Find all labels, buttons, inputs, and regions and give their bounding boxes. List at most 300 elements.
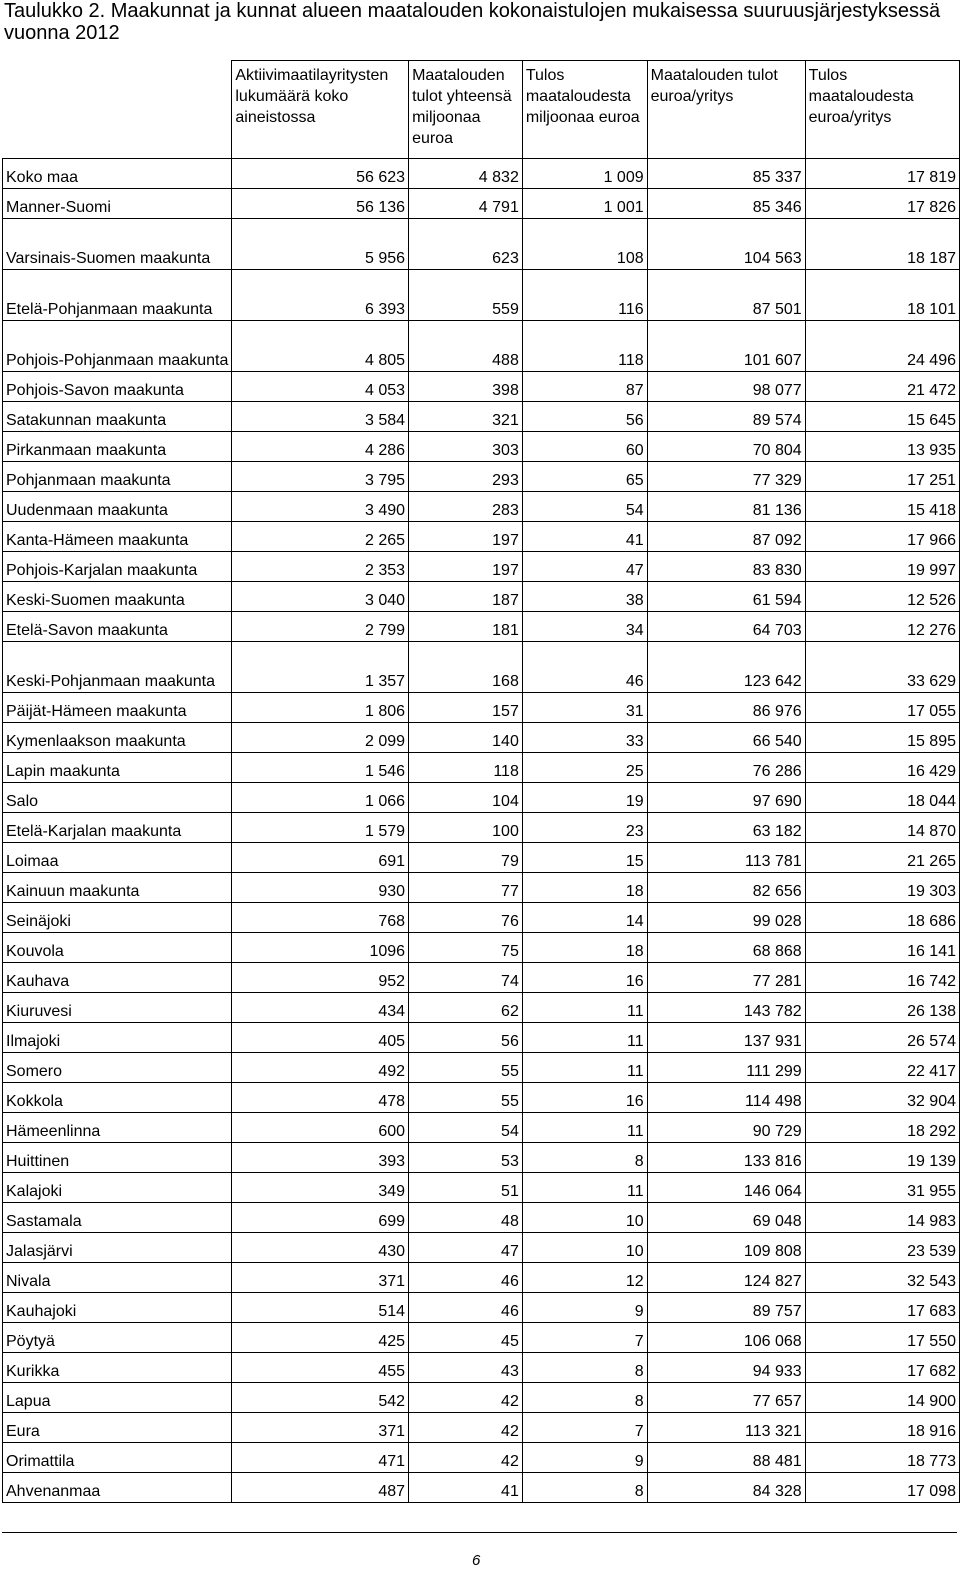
value-cell: 17 683 — [805, 1293, 959, 1323]
value-cell: 18 187 — [805, 219, 959, 270]
table-row — [3, 1113, 960, 1143]
value-cell: 56 623 — [232, 159, 409, 189]
table-row — [3, 1203, 960, 1233]
header-cell: Aktiivimaatilayritysten lukumäärä koko aineistossa — [232, 61, 409, 159]
value-cell: 1 009 — [522, 159, 647, 189]
table-row — [3, 783, 960, 813]
value-cell: 34 — [522, 612, 647, 642]
table-row — [3, 993, 960, 1023]
value-cell: 66 540 — [647, 723, 805, 753]
table-row — [3, 1383, 960, 1413]
value-cell: 69 048 — [647, 1203, 805, 1233]
value-cell: 691 — [232, 843, 409, 873]
value-cell: 19 139 — [805, 1143, 959, 1173]
value-cell: 293 — [409, 462, 523, 492]
value-cell: 1 066 — [232, 783, 409, 813]
data-table — [2, 60, 960, 1503]
value-cell: 11 — [522, 993, 647, 1023]
value-cell: 77 281 — [647, 963, 805, 993]
table-row — [3, 1323, 960, 1353]
table-row — [3, 1263, 960, 1293]
value-cell: 64 703 — [647, 612, 805, 642]
value-cell: 108 — [522, 219, 647, 270]
value-cell: 16 — [522, 963, 647, 993]
value-cell: 89 757 — [647, 1293, 805, 1323]
row-name: Varsinais-Suomen maakunta — [3, 219, 232, 270]
row-name: Kalajoki — [3, 1173, 232, 1203]
value-cell: 76 286 — [647, 753, 805, 783]
table-row — [3, 1443, 960, 1473]
table-row — [3, 219, 960, 270]
value-cell: 952 — [232, 963, 409, 993]
value-cell: 11 — [522, 1023, 647, 1053]
value-cell: 17 098 — [805, 1473, 959, 1503]
value-cell: 113 781 — [647, 843, 805, 873]
header-cell: Maatalouden tulot yhteensä miljoonaa euroa — [409, 61, 523, 159]
table-row — [3, 492, 960, 522]
table-row — [3, 582, 960, 612]
value-cell: 26 138 — [805, 993, 959, 1023]
value-cell: 45 — [409, 1323, 523, 1353]
value-cell: 86 976 — [647, 693, 805, 723]
value-cell: 68 868 — [647, 933, 805, 963]
value-cell: 15 895 — [805, 723, 959, 753]
value-cell: 11 — [522, 1113, 647, 1143]
value-cell: 8 — [522, 1383, 647, 1413]
value-cell: 7 — [522, 1323, 647, 1353]
value-cell: 8 — [522, 1473, 647, 1503]
row-name: Kiuruvesi — [3, 993, 232, 1023]
value-cell: 104 — [409, 783, 523, 813]
row-name: Pöytyä — [3, 1323, 232, 1353]
value-cell: 17 682 — [805, 1353, 959, 1383]
value-cell: 18 101 — [805, 270, 959, 321]
value-cell: 32 543 — [805, 1263, 959, 1293]
value-cell: 471 — [232, 1443, 409, 1473]
row-name: Pohjois-Pohjanmaan maakunta — [3, 321, 232, 372]
table-row — [3, 1413, 960, 1443]
value-cell: 33 629 — [805, 642, 959, 693]
value-cell: 56 136 — [232, 189, 409, 219]
value-cell: 100 — [409, 813, 523, 843]
table-row — [3, 642, 960, 693]
value-cell: 10 — [522, 1233, 647, 1263]
value-cell: 109 808 — [647, 1233, 805, 1263]
value-cell: 55 — [409, 1083, 523, 1113]
header-row — [3, 61, 960, 159]
value-cell: 77 329 — [647, 462, 805, 492]
row-name: Manner-Suomi — [3, 189, 232, 219]
value-cell: 371 — [232, 1263, 409, 1293]
value-cell: 94 933 — [647, 1353, 805, 1383]
row-name: Kouvola — [3, 933, 232, 963]
value-cell: 5 956 — [232, 219, 409, 270]
value-cell: 137 931 — [647, 1023, 805, 1053]
row-name: Lapua — [3, 1383, 232, 1413]
page-number: 6 — [472, 1552, 481, 1569]
table-row — [3, 1083, 960, 1113]
value-cell: 123 642 — [647, 642, 805, 693]
table-row — [3, 159, 960, 189]
value-cell: 75 — [409, 933, 523, 963]
row-name: Kauhajoki — [3, 1293, 232, 1323]
value-cell: 542 — [232, 1383, 409, 1413]
value-cell: 434 — [232, 993, 409, 1023]
value-cell: 17 055 — [805, 693, 959, 723]
value-cell: 42 — [409, 1443, 523, 1473]
row-name: Hämeenlinna — [3, 1113, 232, 1143]
table-row — [3, 189, 960, 219]
value-cell: 623 — [409, 219, 523, 270]
value-cell: 371 — [232, 1413, 409, 1443]
table-title: Taulukko 2. Maakunnat ja kunnat alueen maatalouden kokonaistulojen mukaisessa suuruusjärjestyksessä vuonna 2012 — [4, 0, 941, 44]
value-cell: 84 328 — [647, 1473, 805, 1503]
value-cell: 32 904 — [805, 1083, 959, 1113]
value-cell: 15 418 — [805, 492, 959, 522]
row-name: Kymenlaakson maakunta — [3, 723, 232, 753]
row-name: Eura — [3, 1413, 232, 1443]
table-row — [3, 321, 960, 372]
value-cell: 104 563 — [647, 219, 805, 270]
value-cell: 600 — [232, 1113, 409, 1143]
value-cell: 4 286 — [232, 432, 409, 462]
row-name: Satakunnan maakunta — [3, 402, 232, 432]
value-cell: 17 826 — [805, 189, 959, 219]
value-cell: 21 265 — [805, 843, 959, 873]
table-row — [3, 813, 960, 843]
header-cell: Tulos maataloudesta euroa/yritys — [805, 61, 959, 159]
value-cell: 47 — [409, 1233, 523, 1263]
value-cell: 18 686 — [805, 903, 959, 933]
row-name: Etelä-Karjalan maakunta — [3, 813, 232, 843]
value-cell: 398 — [409, 372, 523, 402]
row-name: Somero — [3, 1053, 232, 1083]
row-name: Kanta-Hämeen maakunta — [3, 522, 232, 552]
value-cell: 140 — [409, 723, 523, 753]
value-cell: 133 816 — [647, 1143, 805, 1173]
value-cell: 48 — [409, 1203, 523, 1233]
row-name: Seinäjoki — [3, 903, 232, 933]
row-name: Jalasjärvi — [3, 1233, 232, 1263]
value-cell: 768 — [232, 903, 409, 933]
row-name: Keski-Suomen maakunta — [3, 582, 232, 612]
value-cell: 74 — [409, 963, 523, 993]
value-cell: 303 — [409, 432, 523, 462]
value-cell: 514 — [232, 1293, 409, 1323]
value-cell: 14 983 — [805, 1203, 959, 1233]
row-name: Sastamala — [3, 1203, 232, 1233]
table-row — [3, 270, 960, 321]
value-cell: 87 092 — [647, 522, 805, 552]
table-row — [3, 903, 960, 933]
value-cell: 10 — [522, 1203, 647, 1233]
value-cell: 83 830 — [647, 552, 805, 582]
row-name: Huittinen — [3, 1143, 232, 1173]
value-cell: 17 550 — [805, 1323, 959, 1353]
header-cell: Maatalouden tulot euroa/yritys — [647, 61, 805, 159]
value-cell: 143 782 — [647, 993, 805, 1023]
value-cell: 1096 — [232, 933, 409, 963]
value-cell: 54 — [522, 492, 647, 522]
value-cell: 38 — [522, 582, 647, 612]
value-cell: 85 337 — [647, 159, 805, 189]
value-cell: 3 795 — [232, 462, 409, 492]
value-cell: 12 — [522, 1263, 647, 1293]
table-row — [3, 723, 960, 753]
value-cell: 181 — [409, 612, 523, 642]
table-row — [3, 1293, 960, 1323]
table-row — [3, 1233, 960, 1263]
value-cell: 9 — [522, 1293, 647, 1323]
value-cell: 19 997 — [805, 552, 959, 582]
value-cell: 79 — [409, 843, 523, 873]
value-cell: 1 806 — [232, 693, 409, 723]
value-cell: 2 799 — [232, 612, 409, 642]
value-cell: 6 393 — [232, 270, 409, 321]
header-corner — [3, 61, 232, 159]
value-cell: 42 — [409, 1383, 523, 1413]
value-cell: 16 141 — [805, 933, 959, 963]
value-cell: 51 — [409, 1173, 523, 1203]
value-cell: 19 303 — [805, 873, 959, 903]
value-cell: 56 — [409, 1023, 523, 1053]
value-cell: 4 053 — [232, 372, 409, 402]
value-cell: 2 353 — [232, 552, 409, 582]
table-row — [3, 372, 960, 402]
value-cell: 33 — [522, 723, 647, 753]
value-cell: 46 — [409, 1263, 523, 1293]
value-cell: 930 — [232, 873, 409, 903]
value-cell: 65 — [522, 462, 647, 492]
row-name: Pirkanmaan maakunta — [3, 432, 232, 462]
value-cell: 13 935 — [805, 432, 959, 462]
table-row — [3, 402, 960, 432]
value-cell: 187 — [409, 582, 523, 612]
value-cell: 4 791 — [409, 189, 523, 219]
value-cell: 12 526 — [805, 582, 959, 612]
value-cell: 16 742 — [805, 963, 959, 993]
value-cell: 1 546 — [232, 753, 409, 783]
value-cell: 17 251 — [805, 462, 959, 492]
value-cell: 487 — [232, 1473, 409, 1503]
value-cell: 4 805 — [232, 321, 409, 372]
value-cell: 24 496 — [805, 321, 959, 372]
value-cell: 9 — [522, 1443, 647, 1473]
table-row — [3, 1143, 960, 1173]
value-cell: 1 357 — [232, 642, 409, 693]
row-name: Pohjois-Savon maakunta — [3, 372, 232, 402]
table-row — [3, 1053, 960, 1083]
row-name: Uudenmaan maakunta — [3, 492, 232, 522]
value-cell: 8 — [522, 1353, 647, 1383]
value-cell: 11 — [522, 1053, 647, 1083]
table-row — [3, 753, 960, 783]
value-cell: 106 068 — [647, 1323, 805, 1353]
value-cell: 393 — [232, 1143, 409, 1173]
value-cell: 23 — [522, 813, 647, 843]
row-name: Kokkola — [3, 1083, 232, 1113]
value-cell: 18 — [522, 873, 647, 903]
value-cell: 54 — [409, 1113, 523, 1143]
value-cell: 14 900 — [805, 1383, 959, 1413]
value-cell: 89 574 — [647, 402, 805, 432]
value-cell: 77 — [409, 873, 523, 903]
value-cell: 23 539 — [805, 1233, 959, 1263]
row-name: Kurikka — [3, 1353, 232, 1383]
table-row — [3, 522, 960, 552]
row-name: Koko maa — [3, 159, 232, 189]
value-cell: 25 — [522, 753, 647, 783]
value-cell: 2 265 — [232, 522, 409, 552]
value-cell: 116 — [522, 270, 647, 321]
value-cell: 81 136 — [647, 492, 805, 522]
table-row — [3, 1353, 960, 1383]
row-name: Etelä-Savon maakunta — [3, 612, 232, 642]
value-cell: 430 — [232, 1233, 409, 1263]
value-cell: 76 — [409, 903, 523, 933]
value-cell: 12 276 — [805, 612, 959, 642]
value-cell: 3 490 — [232, 492, 409, 522]
value-cell: 101 607 — [647, 321, 805, 372]
value-cell: 43 — [409, 1353, 523, 1383]
value-cell: 55 — [409, 1053, 523, 1083]
value-cell: 7 — [522, 1413, 647, 1443]
value-cell: 87 501 — [647, 270, 805, 321]
table-row — [3, 933, 960, 963]
row-name: Keski-Pohjanmaan maakunta — [3, 642, 232, 693]
value-cell: 3 040 — [232, 582, 409, 612]
table-row — [3, 432, 960, 462]
value-cell: 63 182 — [647, 813, 805, 843]
table-row — [3, 462, 960, 492]
value-cell: 157 — [409, 693, 523, 723]
value-cell: 88 481 — [647, 1443, 805, 1473]
table-row — [3, 612, 960, 642]
table-row — [3, 693, 960, 723]
value-cell: 16 429 — [805, 753, 959, 783]
table-row — [3, 552, 960, 582]
value-cell: 405 — [232, 1023, 409, 1053]
value-cell: 41 — [409, 1473, 523, 1503]
row-name: Etelä-Pohjanmaan maakunta — [3, 270, 232, 321]
value-cell: 14 870 — [805, 813, 959, 843]
value-cell: 3 584 — [232, 402, 409, 432]
value-cell: 197 — [409, 522, 523, 552]
value-cell: 61 594 — [647, 582, 805, 612]
value-cell: 114 498 — [647, 1083, 805, 1113]
value-cell: 82 656 — [647, 873, 805, 903]
value-cell: 17 819 — [805, 159, 959, 189]
value-cell: 18 916 — [805, 1413, 959, 1443]
value-cell: 15 — [522, 843, 647, 873]
row-name: Ahvenanmaa — [3, 1473, 232, 1503]
value-cell: 488 — [409, 321, 523, 372]
value-cell: 118 — [409, 753, 523, 783]
value-cell: 321 — [409, 402, 523, 432]
value-cell: 283 — [409, 492, 523, 522]
value-cell: 2 099 — [232, 723, 409, 753]
row-name: Kainuun maakunta — [3, 873, 232, 903]
value-cell: 168 — [409, 642, 523, 693]
value-cell: 455 — [232, 1353, 409, 1383]
value-cell: 492 — [232, 1053, 409, 1083]
value-cell: 31 955 — [805, 1173, 959, 1203]
value-cell: 87 — [522, 372, 647, 402]
row-name: Ilmajoki — [3, 1023, 232, 1053]
footer-divider — [2, 1532, 957, 1533]
table-row — [3, 1173, 960, 1203]
row-name: Salo — [3, 783, 232, 813]
value-cell: 18 292 — [805, 1113, 959, 1143]
value-cell: 197 — [409, 552, 523, 582]
value-cell: 18 — [522, 933, 647, 963]
value-cell: 18 773 — [805, 1443, 959, 1473]
value-cell: 425 — [232, 1323, 409, 1353]
table-row — [3, 843, 960, 873]
table-row — [3, 1473, 960, 1503]
row-name: Nivala — [3, 1263, 232, 1293]
value-cell: 118 — [522, 321, 647, 372]
value-cell: 46 — [522, 642, 647, 693]
value-cell: 1 579 — [232, 813, 409, 843]
value-cell: 146 064 — [647, 1173, 805, 1203]
row-name: Pohjanmaan maakunta — [3, 462, 232, 492]
value-cell: 17 966 — [805, 522, 959, 552]
value-cell: 42 — [409, 1413, 523, 1443]
value-cell: 60 — [522, 432, 647, 462]
value-cell: 1 001 — [522, 189, 647, 219]
value-cell: 99 028 — [647, 903, 805, 933]
value-cell: 70 804 — [647, 432, 805, 462]
value-cell: 26 574 — [805, 1023, 959, 1053]
row-name: Päijät-Hämeen maakunta — [3, 693, 232, 723]
row-name: Orimattila — [3, 1443, 232, 1473]
row-name: Loimaa — [3, 843, 232, 873]
value-cell: 77 657 — [647, 1383, 805, 1413]
value-cell: 98 077 — [647, 372, 805, 402]
value-cell: 53 — [409, 1143, 523, 1173]
table-row — [3, 873, 960, 903]
value-cell: 97 690 — [647, 783, 805, 813]
value-cell: 11 — [522, 1173, 647, 1203]
value-cell: 85 346 — [647, 189, 805, 219]
value-cell: 559 — [409, 270, 523, 321]
value-cell: 349 — [232, 1173, 409, 1203]
value-cell: 8 — [522, 1143, 647, 1173]
value-cell: 19 — [522, 783, 647, 813]
row-name: Kauhava — [3, 963, 232, 993]
value-cell: 56 — [522, 402, 647, 432]
row-name: Lapin maakunta — [3, 753, 232, 783]
value-cell: 15 645 — [805, 402, 959, 432]
value-cell: 4 832 — [409, 159, 523, 189]
table-row — [3, 1023, 960, 1053]
value-cell: 16 — [522, 1083, 647, 1113]
value-cell: 113 321 — [647, 1413, 805, 1443]
value-cell: 18 044 — [805, 783, 959, 813]
value-cell: 14 — [522, 903, 647, 933]
value-cell: 111 299 — [647, 1053, 805, 1083]
table-row — [3, 963, 960, 993]
value-cell: 21 472 — [805, 372, 959, 402]
value-cell: 31 — [522, 693, 647, 723]
value-cell: 699 — [232, 1203, 409, 1233]
header-cell: Tulos maataloudesta miljoonaa euroa — [522, 61, 647, 159]
value-cell: 62 — [409, 993, 523, 1023]
value-cell: 478 — [232, 1083, 409, 1113]
value-cell: 41 — [522, 522, 647, 552]
value-cell: 22 417 — [805, 1053, 959, 1083]
